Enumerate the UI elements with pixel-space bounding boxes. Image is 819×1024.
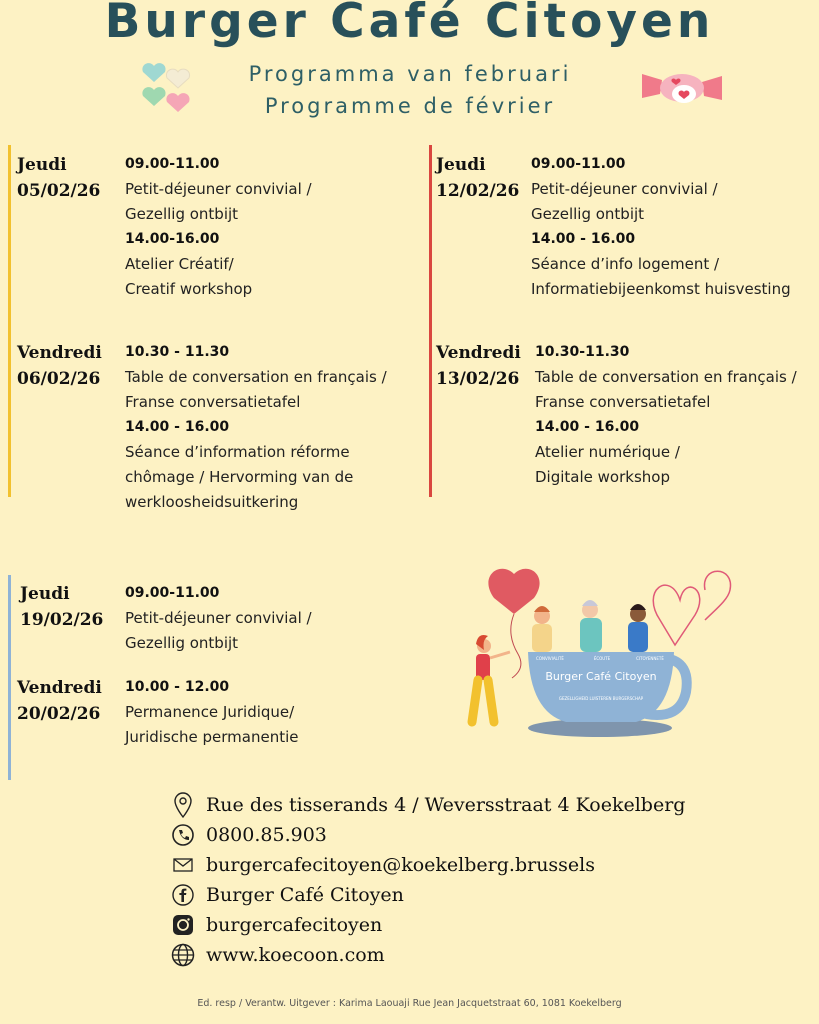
cafe-cup-illustration [450, 560, 760, 750]
day-entries [125, 340, 387, 515]
weekday: Jeudi [17, 155, 67, 175]
day-entries [125, 581, 312, 656]
entry-activity: Table de conversation en français / Franse conversatietafel [125, 368, 387, 411]
mail-icon [170, 852, 196, 878]
entry-activity: Permanence Juridique/ Juridische permanentie [125, 703, 299, 746]
email-link[interactable]: burgercafecitoyen@koekelberg.brussels [206, 854, 595, 876]
date: 12/02/26 [436, 181, 520, 201]
instagram-link[interactable]: burgercafecitoyen [206, 914, 383, 936]
cup-band: GEZELLIGHEID LUISTEREN BURGERSCHAP [558, 696, 644, 701]
contact-website [170, 940, 685, 970]
weekday: Vendredi [17, 343, 102, 363]
day-entries [531, 152, 791, 302]
entry-time: 10.30 - 11.30 [125, 344, 230, 360]
day-label [17, 675, 102, 727]
cup-word: CITOYENNETÉ [636, 656, 664, 661]
week3-bar [8, 575, 11, 780]
contact-instagram [170, 910, 685, 940]
week2-bar [429, 145, 432, 497]
page-title: Burger Café Citoyen [104, 0, 715, 49]
entry-time: 14.00-16.00 [125, 231, 220, 247]
cup-word: CONVIVIALITÉ [536, 656, 564, 661]
entry-time: 09.00-11.00 [531, 156, 626, 172]
candy-hearts-icon [136, 58, 196, 118]
entry-activity: Petit-déjeuner convivial / Gezellig ontbijt [125, 609, 312, 652]
weekday: Vendredi [17, 678, 102, 698]
entry-time: 14.00 - 16.00 [125, 419, 230, 435]
contact-phone [170, 820, 685, 850]
entry-time: 09.00-11.00 [125, 585, 220, 601]
date: 06/02/26 [17, 369, 101, 389]
entry-activity: Atelier Créatif/ Creatif workshop [125, 255, 253, 298]
day-label [17, 152, 100, 204]
cup-label: Burger Café Citoyen [545, 670, 657, 683]
publisher-note: Ed. resp / Verantw. Uitgever : Karima Laouaji Rue Jean Jacquetstraat 60, 1081 Koekelberg [197, 998, 622, 1009]
date: 19/02/26 [20, 610, 104, 630]
phone-icon [170, 822, 196, 848]
entry-activity: Petit-déjeuner convivial / Gezellig ontbijt [125, 180, 312, 223]
address-text: Rue des tisserands 4 / Weversstraat 4 Koekelberg [206, 794, 686, 816]
contact-list [170, 790, 685, 970]
instagram-icon [170, 912, 196, 938]
entry-activity: Atelier numérique / Digitale workshop [535, 443, 680, 486]
entry-activity: Petit-déjeuner convivial / Gezellig ontbijt [531, 180, 718, 223]
phone-text[interactable]: 0800.85.903 [206, 824, 327, 846]
globe-icon [170, 942, 196, 968]
entry-activity: Séance d’information réforme chômage / Hervorming van de werkloosheidsuitkering [125, 443, 354, 511]
day-entries [125, 675, 299, 750]
contact-facebook [170, 880, 685, 910]
cup-word: ÉCOUTE [593, 656, 611, 661]
weekday: Jeudi [436, 155, 486, 175]
entry-time: 09.00-11.00 [125, 156, 220, 172]
location-pin-icon [170, 792, 196, 818]
week1-bar [8, 145, 11, 497]
day-label [20, 581, 103, 633]
entry-time: 10.30-11.30 [535, 344, 630, 360]
day-label [17, 340, 102, 392]
weekday: Vendredi [436, 343, 521, 363]
subtitle-dutch: Programma van februari [248, 62, 572, 86]
entry-time: 14.00 - 16.00 [535, 419, 640, 435]
contact-email [170, 850, 685, 880]
day-entries [535, 340, 797, 490]
facebook-icon [170, 882, 196, 908]
entry-activity: Séance d’info logement / Informatiebijeenkomst huisvesting [531, 255, 791, 298]
subtitle-french: Programme de février [264, 94, 556, 118]
day-entries [125, 152, 312, 302]
weekday: Jeudi [20, 584, 70, 604]
contact-address [170, 790, 685, 820]
date: 13/02/26 [436, 369, 520, 389]
date: 05/02/26 [17, 181, 101, 201]
facebook-link[interactable]: Burger Café Citoyen [206, 884, 404, 906]
day-label [436, 152, 519, 204]
entry-time: 10.00 - 12.00 [125, 679, 230, 695]
date: 20/02/26 [17, 704, 101, 724]
website-link[interactable]: www.koecoon.com [206, 944, 385, 966]
day-label [436, 340, 521, 392]
heart-candy-icon [640, 64, 724, 114]
entry-time: 14.00 - 16.00 [531, 231, 636, 247]
entry-activity: Table de conversation en français / Franse conversatietafel [535, 368, 797, 411]
